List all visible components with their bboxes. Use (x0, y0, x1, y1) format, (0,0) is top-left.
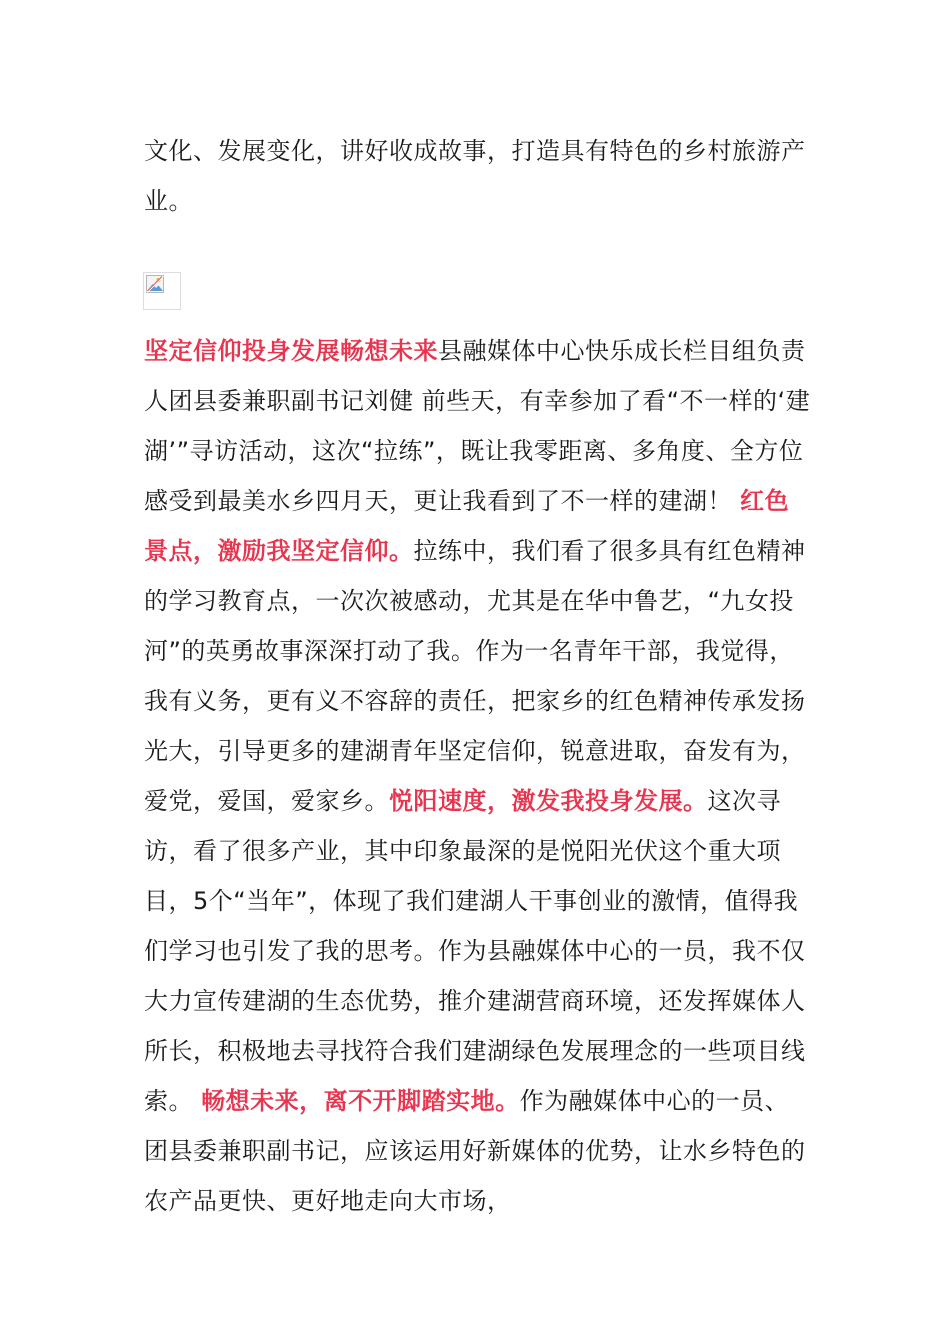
section-text-future: 作为融媒体中心的一员、团县委兼职副书记，应该运用好新媒体的优势，让水乡特色的农产品更快、更好地走向大市场， (144, 1087, 806, 1215)
section-text-yueyang-speed: 这次寻访，看了很多产业，其中印象最深的是悦阳光伏这个重大项目，5个“当年”，体现了我们建湖人干事创业的激情，值得我们学习也引发了我的思考。作为县融媒体中心的一员，我不仅大力宣传建湖的生态优势，推介建湖营商环境，还发挥媒体人所长，积极地去寻找符合我们建湖绿色发展理念的一些项目线索。 (144, 787, 806, 1115)
paragraph-continuation: 文化、发展变化，讲好收成故事，打造具有特色的乡村旅游产业。 (144, 137, 806, 215)
article-paragraph (144, 326, 812, 1226)
section-text-red-sites: 拉练中，我们看了很多具有红色精神的学习教育点，一次次被感动，尤其是在华中鲁艺，“九女投河”的英勇故事深深打动了我。作为一名青年干部，我觉得，我有义务，更有义不容辞的责任，把家乡的红色精神传承发扬光大，引导更多的建湖青年坚定信仰，锐意进取，奋发有为，爱党，爱国，爱家乡。 (144, 537, 806, 815)
section-heading-red-sites: 红色景点，激励我坚定信仰。 (144, 487, 790, 565)
broken-image-placeholder (143, 272, 181, 310)
broken-image-icon (146, 275, 164, 293)
section-heading-future: 畅想未来，离不开脚踏实地。 (201, 1087, 520, 1115)
article-title-highlight: 坚定信仰投身发展畅想未来 (144, 337, 438, 365)
section-heading-yueyang-speed: 悦阳速度，激发我投身发展。 (389, 787, 708, 815)
article-intro-text: 县融媒体中心快乐成长栏目组负责人团县委兼职副书记刘健 前些天，有幸参加了看“不一样的‘建湖’”寻访活动，这次“拉练”，既让我零距离、多角度、全方位感受到最美水乡四月天，更让我看到了不一样的建湖！ (144, 337, 811, 515)
